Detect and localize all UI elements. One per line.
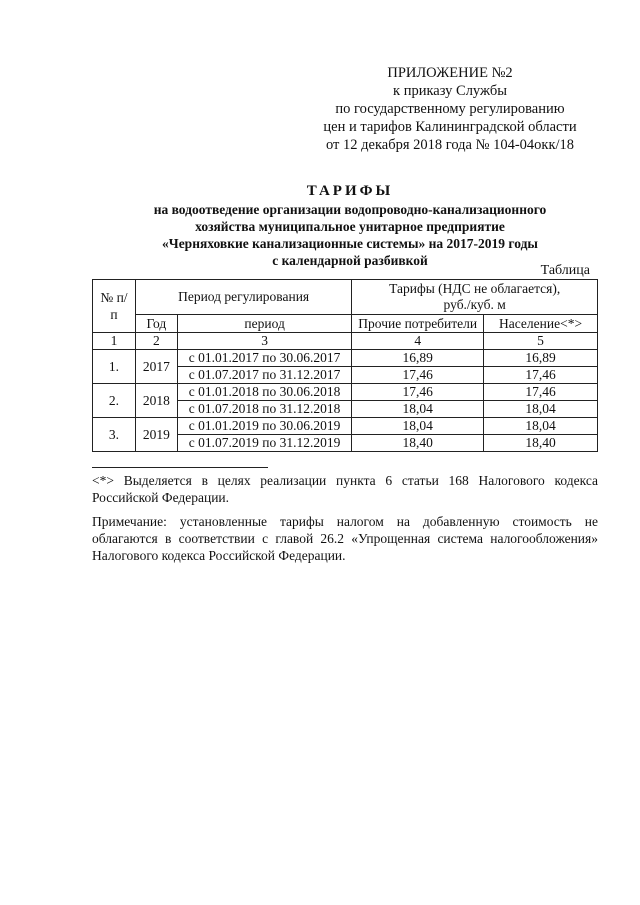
- table-label: Таблица: [540, 263, 590, 278]
- header-period: период: [177, 315, 351, 333]
- appendix-title: ПРИЛОЖЕНИЕ №2: [387, 65, 513, 81]
- title-line: на водоотведение организации водопроводно-канализационного: [153, 202, 547, 217]
- header-population: Население<*>: [484, 315, 598, 333]
- row-year: 2017: [135, 350, 177, 384]
- col-number: 4: [352, 333, 484, 350]
- row-other-tariff: 18,04: [352, 401, 484, 418]
- col-number: 1: [93, 333, 136, 350]
- row-population-tariff: 18,40: [484, 435, 598, 452]
- row-population-tariff: 18,04: [484, 401, 598, 418]
- row-period: с 01.07.2019 по 31.12.2019: [177, 435, 351, 452]
- footnote-divider: [92, 467, 268, 468]
- column-number-row: [93, 333, 598, 350]
- appendix-line: от 12 декабря 2018 года № 104-04окк/18: [325, 137, 575, 153]
- col-number: 2: [135, 333, 177, 350]
- header-other-consumers: Прочие потребители: [352, 315, 484, 333]
- row-population-tariff: 17,46: [484, 384, 598, 401]
- row-num: 2.: [93, 384, 136, 418]
- row-other-tariff: 18,40: [352, 435, 484, 452]
- row-population-tariff: 17,46: [484, 367, 598, 384]
- note: Примечание: установленные тарифы налогом на добавленную стоимость не облагаются в соответствии с главой 26.2 «Упрощенная система налогообложения» Налогового кодекса Российской Федерации.: [92, 514, 598, 563]
- row-period: с 01.01.2019 по 30.06.2019: [177, 418, 351, 435]
- row-period: с 01.07.2018 по 31.12.2018: [177, 401, 351, 418]
- col-number: 5: [484, 333, 598, 350]
- table-row: [93, 350, 598, 367]
- row-population-tariff: 18,04: [484, 418, 598, 435]
- header-year: Год: [135, 315, 177, 333]
- row-num: 3.: [93, 418, 136, 452]
- header-tariff-group: Тарифы (НДС не облагается), руб./куб. м: [352, 280, 598, 315]
- appendix-line: цен и тарифов Калининградской области: [323, 119, 577, 135]
- header-num: № п/п: [93, 280, 136, 333]
- appendix-header: [300, 64, 600, 154]
- row-period: с 01.01.2018 по 30.06.2018: [177, 384, 351, 401]
- row-period: с 01.01.2017 по 30.06.2017: [177, 350, 351, 367]
- footnote: <*> Выделяется в целях реализации пункта 6 статьи 168 Налогового кодекса Российской Федерации.: [92, 473, 598, 505]
- row-other-tariff: 18,04: [352, 418, 484, 435]
- appendix-line: по государственному регулированию: [335, 101, 565, 117]
- col-number: 3: [177, 333, 351, 350]
- row-year: 2018: [135, 384, 177, 418]
- title-heading: ТАРИФЫ: [306, 183, 394, 199]
- row-other-tariff: 17,46: [352, 384, 484, 401]
- document-title: [90, 183, 610, 269]
- table-subheader-row: [93, 315, 598, 333]
- row-other-tariff: 16,89: [352, 350, 484, 367]
- title-line: «Черняховкие канализационные системы» на 2017-2019 годы: [162, 236, 538, 251]
- table-header-row: [93, 280, 598, 315]
- row-other-tariff: 17,46: [352, 367, 484, 384]
- row-period: с 01.07.2017 по 31.12.2017: [177, 367, 351, 384]
- title-line: с календарной разбивкой: [272, 253, 428, 268]
- table-row: [93, 418, 598, 435]
- table-row: [93, 384, 598, 401]
- header-period-group: Период регулирования: [135, 280, 351, 315]
- row-population-tariff: 16,89: [484, 350, 598, 367]
- title-line: хозяйства муниципальное унитарное предприятие: [195, 219, 505, 234]
- appendix-line: к приказу Службы: [393, 83, 507, 99]
- tariff-table: [92, 279, 598, 452]
- row-num: 1.: [93, 350, 136, 384]
- row-year: 2019: [135, 418, 177, 452]
